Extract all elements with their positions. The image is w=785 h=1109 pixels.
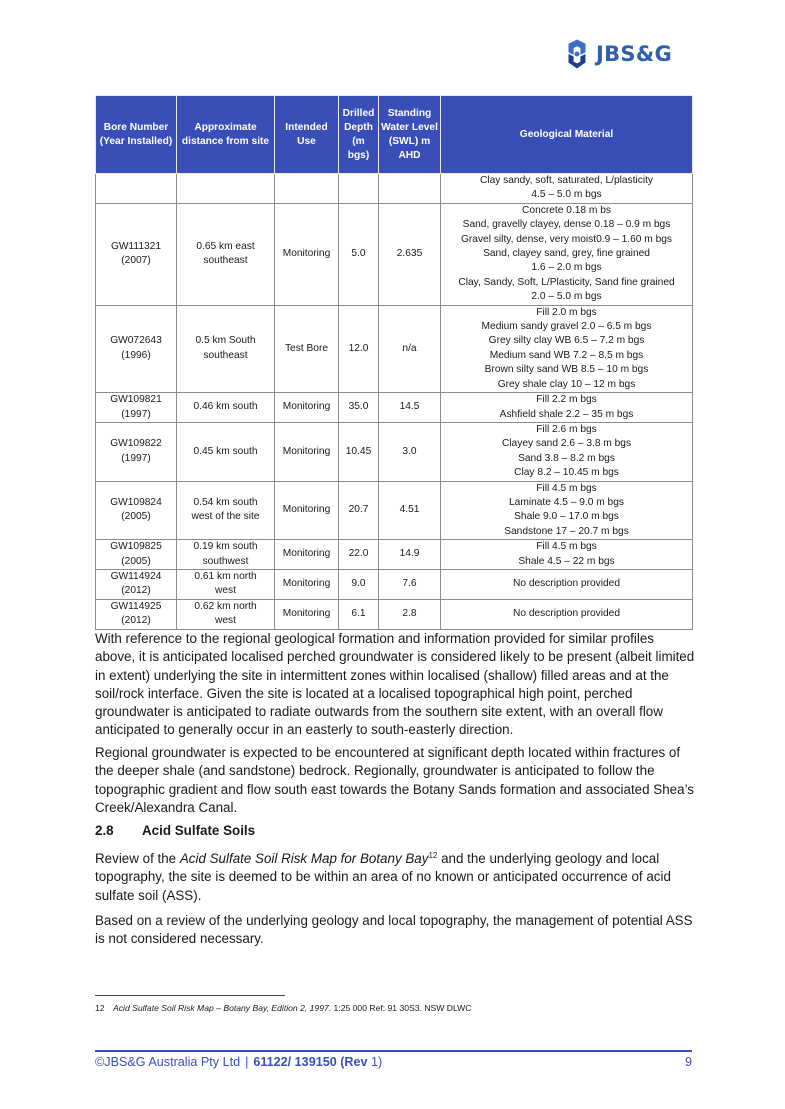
cell-bore bbox=[96, 481, 177, 540]
cell-geological-material bbox=[441, 174, 693, 204]
material-line: Shale 4.5 – 22 m bgs bbox=[518, 555, 615, 567]
bore-year: (2012) bbox=[121, 615, 151, 627]
header-distance: Approximate distance from site bbox=[177, 96, 275, 174]
table-row bbox=[96, 422, 693, 481]
table-row bbox=[96, 569, 693, 599]
ass-map-title: Acid Sulfate Soil Risk Map for Botany Bay bbox=[179, 851, 429, 866]
table-row bbox=[96, 174, 693, 204]
cell-swl: 14.9 bbox=[379, 540, 441, 570]
cell-distance bbox=[177, 599, 275, 629]
table-row bbox=[96, 540, 693, 570]
material-line: Fill 4.5 m bgs bbox=[536, 482, 597, 494]
bore-year: (2005) bbox=[121, 555, 151, 567]
cell-distance bbox=[177, 569, 275, 599]
table-row bbox=[96, 481, 693, 540]
cell-distance bbox=[177, 481, 275, 540]
cell-geological-material bbox=[441, 540, 693, 570]
cell-swl: 2.635 bbox=[379, 203, 441, 305]
cell-drilled-depth: 5.0 bbox=[339, 203, 379, 305]
cell-intended-use: Monitoring bbox=[275, 599, 339, 629]
footnote-number: 12 bbox=[95, 1003, 105, 1013]
footer-company: ©JBS&G Australia Pty Ltd bbox=[95, 1055, 241, 1069]
footnote-rest: . 1:25 000 Ref: 91 30S3. NSW DLWC bbox=[328, 1003, 472, 1013]
material-line: Fill 2.6 m bgs bbox=[536, 423, 597, 435]
material-line: No description provided bbox=[512, 578, 621, 590]
cell-swl bbox=[379, 174, 441, 204]
material-line: Sandstone 17 – 20.7 m bgs bbox=[504, 525, 629, 537]
footnote-divider bbox=[95, 995, 285, 996]
cell-bore bbox=[96, 305, 177, 392]
table-body bbox=[96, 174, 693, 630]
page-number: 9 bbox=[684, 1055, 692, 1069]
cell-drilled-depth: 20.7 bbox=[339, 481, 379, 540]
distance-line: 0.45 km south bbox=[193, 445, 258, 457]
material-line: Fill 4.5 m bgs bbox=[536, 541, 597, 553]
distance-line: southeast bbox=[203, 255, 248, 267]
header-swl: Standing Water Level (SWL) m AHD bbox=[379, 96, 441, 174]
cell-distance bbox=[177, 393, 275, 423]
cell-intended-use: Test Bore bbox=[275, 305, 339, 392]
header-geological-material: Geological Material bbox=[441, 96, 693, 174]
distance-line: west of the site bbox=[191, 511, 260, 523]
cell-swl: 14.5 bbox=[379, 393, 441, 423]
distance-line: 0.65 km east bbox=[196, 240, 255, 252]
cell-bore bbox=[96, 203, 177, 305]
paragraph-ass-management: Based on a review of the underlying geology and local topography, the management of potential ASS is not considered necessary. bbox=[95, 913, 693, 947]
header-drilled-depth: Drilled Depth (m bgs) bbox=[339, 96, 379, 174]
material-line: Grey silty clay WB 6.5 – 7.2 m bgs bbox=[488, 335, 645, 347]
cell-bore bbox=[96, 174, 177, 204]
cell-distance bbox=[177, 203, 275, 305]
cell-drilled-depth: 6.1 bbox=[339, 599, 379, 629]
material-line: Grey shale clay 10 – 12 m bgs bbox=[497, 378, 636, 390]
cell-geological-material bbox=[441, 393, 693, 423]
paragraph-regional-groundwater: Regional groundwater is expected to be encountered at significant depth located within fractures of the deeper shale (and sandstone) bedrock. Regionally, groundwater is anticipated to follow the topographic gradient and flow south east towards the Botany Sands formation and associated Shea’s Creek/Alexandra Canal. bbox=[95, 745, 694, 815]
footer-divider bbox=[95, 1050, 692, 1052]
material-line: Clay, Sandy, Soft, L/Plasticity, Sand fine grained bbox=[458, 276, 675, 288]
cell-bore bbox=[96, 599, 177, 629]
cell-intended-use: Monitoring bbox=[275, 203, 339, 305]
cell-bore bbox=[96, 393, 177, 423]
table-row bbox=[96, 305, 693, 392]
cell-distance bbox=[177, 305, 275, 392]
distance-line: 0.61 km north bbox=[194, 570, 257, 582]
cell-bore bbox=[96, 569, 177, 599]
material-line: Fill 2.2 m bgs bbox=[536, 394, 597, 406]
cell-bore bbox=[96, 540, 177, 570]
bore-year: (1997) bbox=[121, 408, 151, 420]
cell-drilled-depth: 12.0 bbox=[339, 305, 379, 392]
cell-distance bbox=[177, 174, 275, 204]
footer-ref: 61122/ 139150 (Rev bbox=[253, 1055, 368, 1069]
material-line: Sand, clayey sand, grey, fine grained bbox=[483, 248, 650, 260]
material-line: Medium sand WB 7.2 – 8.5 m bgs bbox=[489, 349, 644, 361]
bore-year: (2005) bbox=[121, 511, 151, 523]
header-bore-number: Bore Number (Year Installed) bbox=[96, 96, 177, 174]
distance-line: 0.5 km South bbox=[195, 335, 256, 347]
cell-intended-use bbox=[275, 174, 339, 204]
footnote-title: Acid Sulfate Soil Risk Map – Botany Bay, Edition 2, 1997 bbox=[113, 1003, 329, 1013]
section-title: Acid Sulfate Soils bbox=[142, 823, 256, 838]
material-line: Clayey sand 2.6 – 3.8 m bgs bbox=[501, 438, 632, 450]
cell-geological-material bbox=[441, 422, 693, 481]
cell-geological-material bbox=[441, 569, 693, 599]
section-heading bbox=[95, 823, 255, 838]
cell-intended-use: Monitoring bbox=[275, 540, 339, 570]
cell-drilled-depth: 22.0 bbox=[339, 540, 379, 570]
material-line: Laminate 4.5 – 9.0 m bgs bbox=[509, 496, 624, 508]
jbsg-logo-icon bbox=[560, 37, 594, 71]
table-row bbox=[96, 203, 693, 305]
bore-number: GW111321 bbox=[110, 240, 162, 252]
para3-before: Review of the bbox=[95, 851, 180, 866]
material-line: Sand 3.8 – 8.2 m bgs bbox=[518, 452, 615, 464]
paragraph-perched-groundwater: With reference to the regional geological formation and information provided for similar profiles above, it is anticipated localised perched groundwater is considered likely to be present (albeit limited in extent) underlying the site in intermittent zones within localised (shallow) filled areas and at the soil/rock interface. Given the site is located at a localised topographical high point, perched groundwater is anticipated to radiate outwards from the southern site extent, with an overall flow anticipated to generally occur in an easterly to south-easterly direction. bbox=[95, 631, 695, 738]
cell-geological-material bbox=[441, 203, 693, 305]
page-footer bbox=[95, 1055, 692, 1069]
bore-number: GW072643 bbox=[110, 335, 162, 347]
bore-year: (1997) bbox=[121, 452, 151, 464]
material-line: No description provided bbox=[512, 607, 621, 619]
distance-line: west bbox=[215, 585, 236, 597]
cell-bore bbox=[96, 422, 177, 481]
material-line: 2.0 – 5.0 m bgs bbox=[531, 291, 602, 303]
cell-geological-material bbox=[441, 305, 693, 392]
jbsg-logo bbox=[560, 36, 695, 72]
cell-distance bbox=[177, 540, 275, 570]
material-line: 4.5 – 5.0 m bgs bbox=[531, 189, 602, 201]
groundwater-bore-table bbox=[95, 95, 693, 630]
cell-intended-use: Monitoring bbox=[275, 422, 339, 481]
cell-intended-use: Monitoring bbox=[275, 481, 339, 540]
material-line: Shale 9.0 – 17.0 m bgs bbox=[514, 511, 619, 523]
cell-intended-use: Monitoring bbox=[275, 569, 339, 599]
distance-line: 0.19 km south bbox=[193, 541, 258, 553]
material-line: Sand, gravelly clayey, dense 0.18 – 0.9 m bgs bbox=[462, 219, 671, 231]
material-line: 1.6 – 2.0 m bgs bbox=[531, 262, 602, 274]
cell-drilled-depth bbox=[339, 174, 379, 204]
para3-after: and the underlying geology and local topography, the site is deemed to be within an area of no known or anticipated occurrence of acid sulfate soil (ASS). bbox=[95, 851, 671, 903]
footer-rev: 1) bbox=[371, 1055, 383, 1069]
section-number: 2.8 bbox=[95, 823, 114, 838]
distance-line: 0.54 km south bbox=[193, 496, 258, 508]
bore-number: GW109821 bbox=[110, 394, 162, 406]
material-line: Gravel silty, dense, very moist0.9 – 1.60 m bgs bbox=[460, 233, 672, 245]
cell-swl: 3.0 bbox=[379, 422, 441, 481]
cell-swl: 7.6 bbox=[379, 569, 441, 599]
cell-swl: 2.8 bbox=[379, 599, 441, 629]
logo-text: JBS&G bbox=[596, 42, 672, 66]
cell-geological-material bbox=[441, 599, 693, 629]
bore-year: (2012) bbox=[121, 585, 151, 597]
bore-year: (2007) bbox=[121, 255, 151, 267]
footnote-ref[interactable]: 12 bbox=[428, 851, 438, 860]
material-line: Clay sandy, soft, saturated, L/plasticity bbox=[479, 175, 654, 186]
footer-left: ©JBS&G Australia Pty Ltd | 61122/ 139150 (Rev 1) bbox=[95, 1055, 383, 1069]
bore-year: (1996) bbox=[121, 349, 151, 361]
distance-line: 0.46 km south bbox=[193, 401, 258, 413]
cell-geological-material bbox=[441, 481, 693, 540]
footnote bbox=[95, 1003, 471, 1014]
cell-drilled-depth: 35.0 bbox=[339, 393, 379, 423]
material-line: Ashfield shale 2.2 – 35 m bgs bbox=[499, 408, 634, 420]
material-line: Brown silty sand WB 8.5 – 10 m bgs bbox=[484, 364, 649, 376]
bore-number: GW114924 bbox=[110, 570, 162, 582]
distance-line: west bbox=[215, 615, 236, 627]
cell-drilled-depth: 9.0 bbox=[339, 569, 379, 599]
material-line: Fill 2.0 m bgs bbox=[536, 306, 597, 318]
cell-intended-use: Monitoring bbox=[275, 393, 339, 423]
material-line: Concrete 0.18 m bs bbox=[522, 204, 611, 216]
cell-swl: 4.51 bbox=[379, 481, 441, 540]
distance-line: southwest bbox=[202, 555, 249, 567]
material-line: Medium sandy gravel 2.0 – 6.5 m bgs bbox=[481, 321, 652, 333]
cell-distance bbox=[177, 422, 275, 481]
bore-number: GW114925 bbox=[110, 600, 162, 612]
cell-drilled-depth: 10.45 bbox=[339, 422, 379, 481]
distance-line: southeast bbox=[203, 349, 248, 361]
bore-number: GW109825 bbox=[110, 541, 162, 553]
bore-number: GW109822 bbox=[110, 438, 162, 450]
cell-swl: n/a bbox=[379, 305, 441, 392]
bore-number: GW109824 bbox=[110, 496, 162, 508]
header-intended-use: Intended Use bbox=[275, 96, 339, 174]
distance-line: 0.62 km north bbox=[194, 600, 257, 612]
material-line: Clay 8.2 – 10.45 m bgs bbox=[514, 467, 619, 479]
table-row bbox=[96, 393, 693, 423]
paragraph-ass-review bbox=[95, 850, 695, 905]
table-row bbox=[96, 599, 693, 629]
